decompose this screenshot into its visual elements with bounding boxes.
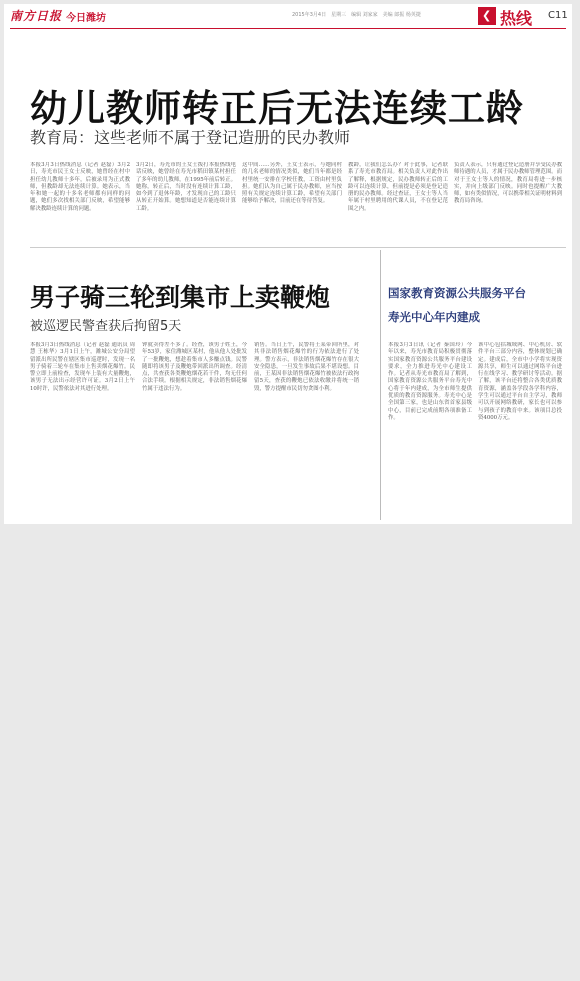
story1-column-4: 教龄，让我们怎么办？对于此事，记者联系了寿光市教育局。相关负责人对此作出了解释，根据规定，民办教师转正后的工龄可以连续计算，但前提是必须是登记造册的民办教师。经过查证，王女士等人当年属于村里聘用的代课人员，不在登记范围之内。 (348, 162, 448, 212)
story1-column-5: 负责人表示，只有通过登记造册并享受民办教师待遇的人员，才属于民办教师管理范围。而对于王女士等人的情况，教育局将进一步核实，并向上级部门反映。同时也提醒广大教师，如有类似情况，可以携带相关证明材料到教育局咨询。 (454, 162, 562, 205)
story2-column-1: 本报3月3日热线消息（记者 赵磊 通讯员 周慧 王栋华）3月1日上午，潍城公安分局望留派出所民警在辖区集市巡逻时，发现一名男子骑着三轮车在集市上售卖烟花爆竹。民警立即上前检查，发现车上装有大量鞭炮，该男子无法出示经营许可证。3月2日上午10时许，民警依法对其进行处理。 (30, 342, 135, 392)
story2-column-3: 销售。当日上午，民警将王某带回所里，对其非法销售烟花爆竹的行为依法进行了处理。警方表示，非法销售烟花爆竹存在很大安全隐患，一旦发生事故后果不堪设想。目前，王某因非法销售烟花爆竹被依法行政拘留5天，查获的鞭炮已依法收缴并将统一销毁，警方提醒市民切勿贪图小利。 (254, 342, 359, 392)
page-header (4, 4, 572, 28)
story2-subhead: 被巡逻民警查获后拘留5天 (30, 319, 182, 334)
hotline-label: 热线 (500, 9, 533, 28)
story1-column-3: 这中间……另外，王女士表示，与她同村的几名老师的情况类似，她们当年都是经村里统一安排在学校任教，工资由村里负担。她们认为自己属于民办教师，应当按照有关规定连续计算工龄，希望有关部门能够给予解决，目前还在等待答复。 (242, 162, 342, 205)
story2-headline: 男子骑三轮到集市上卖鞭炮 (30, 283, 331, 312)
hotline-chevron-icon: ❮ (478, 7, 496, 25)
story3-column-1: 本报3月3日讯（记者 秦国玲）今年以来，寿光市教育局积极贯彻落实国家教育资源公共服务平台建设要求，全力推进寿光中心建设工作。记者从寿光市教育局了解到，国家教育资源公共服务平台寿光中心将于年内建成，为全市师生提供优质的教育资源服务。寿光中心是全国第三家，也是山东省首家县级中心，目前已完成前期各项准备工作。 (388, 342, 472, 421)
story3-column-2: 该中心包括城域网、中心机房、软件平台三部分内容，整体规划已确定。建成后，全市中小学将实现资源共享，师生可以通过网络平台进行在线学习、教学研讨等活动。据了解，该平台还将整合各类优质教育资源，涵盖各学段各学科内容，学生可以通过平台自主学习，教师可以开展网络教研，家长也可以参与到孩子的教育中来。该项目总投资4000万元。 (478, 342, 562, 421)
newspaper-logo: 南方日报 (10, 9, 63, 23)
story1-subhead: 教育局：这些老师不属于登记造册的民办教师 (30, 128, 351, 147)
page-meta: 2015年3月4日 星期三 编辑 刘家家 美编 郎振 杨英捷 (292, 12, 421, 18)
story1-column-2: 3月2日，寿光市的王女士拨打本报热线电话反映，她曾经在寿光市稻田镇某村担任了多年的幼儿教师，在1995年前后转正。她称，转正后，当时没有连续计算工龄，如今到了退休年龄，才发现自己的工龄只从转正开始算。她想知道是否能连续计算工龄。 (136, 162, 236, 212)
page-number: C11 (548, 10, 568, 21)
section-name: 今日潍坊 (66, 13, 106, 24)
story3-headline-line2: 寿光中心年内建成 (388, 310, 480, 324)
newspaper-page (4, 4, 572, 524)
header-rule (10, 28, 566, 29)
story1-headline: 幼儿教师转正后无法连续工龄 (30, 87, 524, 130)
story2-column-2: 钟就卖得差不多了。经查，该男子姓王，今年53岁，家住潍城区某村，他从他人处批发了一批鞭炮，想趁着集市人多赚点钱。民警随即将该男子及鞭炮带回派出所调查。经清点，共查获各类鞭炮烟花若干件，均无任何合法手续。根据相关规定，非法销售烟花爆竹属于违法行为。 (142, 342, 247, 392)
column-divider (380, 250, 381, 520)
story3-headline-line1: 国家教育资源公共服务平台 (388, 286, 526, 300)
story-divider (30, 247, 566, 248)
story3-headline (388, 281, 526, 329)
story1-column-1: 本报3月3日热线消息（记者 赵磊）3月2日，寿光市民王女士反映，她曾经在村中担任幼儿教师十多年，后被录用为正式教师，但教龄却无法连续计算。她表示，当年和她一起的十多名老师都有同样的问题，她们多次找相关部门反映，希望能够解决教龄连续计算的问题。 (30, 162, 130, 212)
